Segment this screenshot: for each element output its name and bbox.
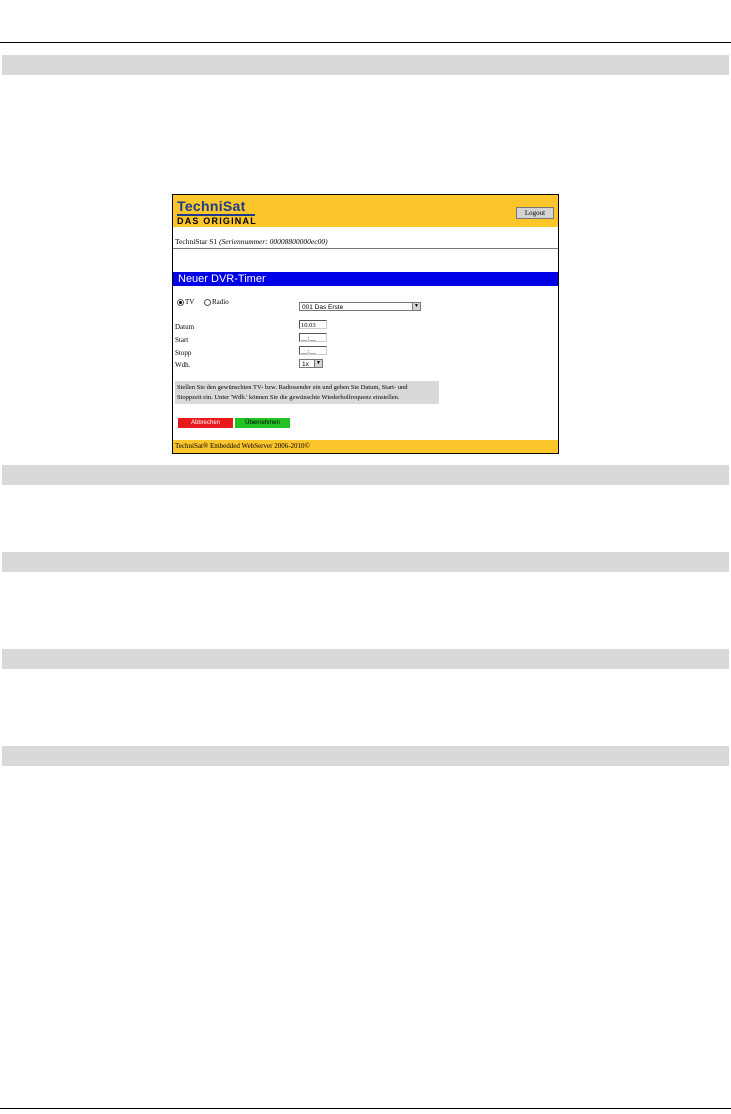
start-label: Start [175,336,189,344]
divider [173,248,558,249]
channel-select[interactable] [299,302,421,311]
section-bar-4 [2,649,729,669]
help-text-line-1: Stellen Sie den gewünschten TV- bzw. Radiosender ein und geben Sie Datum, Start- und [177,384,408,391]
technisat-logo: TechniSat [177,199,255,216]
help-text [175,381,439,404]
datum-label: Datum [175,323,195,331]
header-band [173,195,558,227]
stopp-input[interactable]: __:__ [299,346,327,355]
section-bar-5 [2,746,729,766]
cancel-button[interactable]: Abbrechen [178,418,233,428]
wdh-select[interactable] [299,359,323,368]
logout-button[interactable]: Logout [516,207,554,219]
channel-value: 001 Das Erste [302,304,344,311]
logo-tagline: DAS ORIGINAL [177,216,257,226]
radio-tv[interactable] [177,298,194,306]
accept-button[interactable]: Übernehmen [235,418,290,428]
serial-number: (Seriennummer: 00008800000ec00) [219,237,328,246]
device-name: TechniStar S1 [175,237,218,246]
wdh-label: Wdh. [175,361,191,369]
start-input[interactable]: __:__ [299,333,327,342]
chevron-down-icon[interactable]: ▼ [412,303,420,310]
bottom-rule [0,1108,731,1109]
help-text-line-2: Stoppzeit ein. Unter 'Wdh.' können Sie die gewünschte Wiederholfrequenz einstellen. [177,394,400,401]
radio-dot-checked[interactable] [177,299,184,306]
top-rule [0,42,731,43]
radio-dot[interactable] [204,299,211,306]
page-title: Neuer DVR-Timer [173,272,558,286]
device-info [175,237,328,246]
wdh-value: 1x [302,361,309,368]
radio-radio[interactable] [204,298,229,306]
datum-input[interactable]: 10.03 [299,320,327,329]
radio-tv-label: TV [185,298,195,306]
section-bar-3 [2,552,729,572]
radio-radio-label: Radio [212,298,229,306]
section-bar-1 [2,55,729,75]
chevron-down-icon[interactable]: ▼ [314,360,322,367]
section-bar-2 [2,465,729,485]
footer: TechniSat® Embedded WebServer 2006-2010© [173,440,558,453]
webinterface-screenshot [172,194,559,454]
stopp-label: Stopp [175,349,192,357]
